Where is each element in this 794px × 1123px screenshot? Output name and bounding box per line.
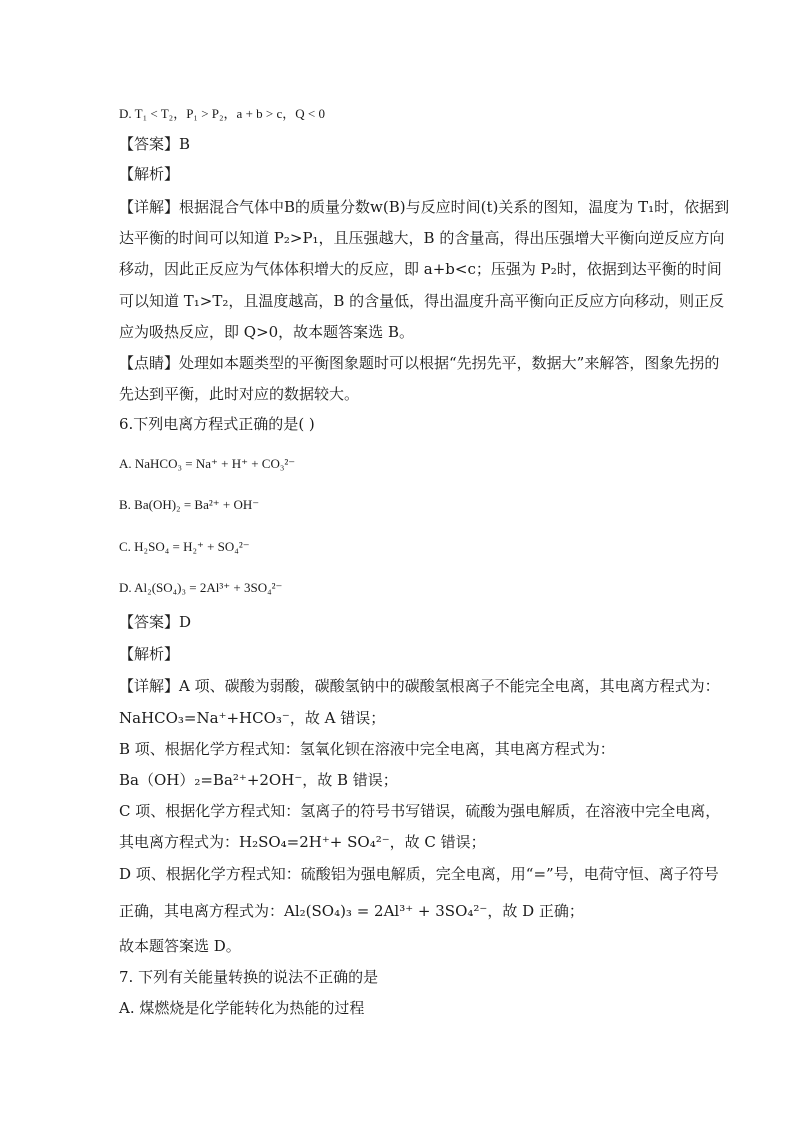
text-line: 【解析】 [119,165,180,183]
text-line: 应为吸热反应，即 Q>0，故本题答案选 B。 [119,323,414,341]
text-line: B. Ba(OH)₂ = Ba²⁺ + OH⁻ [119,497,260,512]
text-line: 【答案】D [119,613,192,631]
text-line: 【解析】 [119,645,180,663]
text-line: 【答案】B [119,135,191,153]
text-line: D. T₁ < T₂，P₁ > P₂，a + b > c，Q < 0 [119,106,325,121]
text-line: 【点睛】处理如本题类型的平衡图象题时可以根据“先拐先平，数据大”来解答，图象先拐的 [119,354,720,372]
text-line: NaHCO₃=Na⁺+HCO₃⁻，故 A 错误； [119,709,386,727]
text-line: 正确，其电离方程式为：Al₂(SO₄)₃ = 2Al³⁺ + 3SO₄²⁻，故 D 正确； [119,902,584,920]
text-line: 可以知道 T₁>T₂，且温度越高，B 的含量低，得出温度升高平衡向正反应方向移动，则正反 [119,292,725,310]
text-line: 达平衡的时间可以知道 P₂>P₁，且压强越大，B 的含量高，得出压强增大平衡向逆反应方向 [119,229,725,247]
text-line: 移动，因此正反应为气体体积增大的反应，即 a+b<c；压强为 P₂时，依据到达平衡的时间 [119,260,722,278]
text-line: D 项、根据化学方程式知：硫酸铝为强电解质，完全电离，用“=”号，电荷守恒、离子符号 [119,865,719,883]
text-line: 【详解】A 项、碳酸为弱酸，碳酸氢钠中的碳酸氢根离子不能完全电离，其电离方程式为： [119,677,720,695]
text-line: 其电离方程式为：H₂SO₄=2H⁺+ SO₄²⁻，故 C 错误； [119,833,486,851]
text-line: B 项、根据化学方程式知：氢氧化钡在溶液中完全电离，其电离方程式为： [119,740,615,758]
text-line: 7. 下列有关能量转换的说法不正确的是 [119,968,379,986]
text-line: C. H₂SO₄ = H₂⁺ + SO₄²⁻ [119,539,250,554]
text-line: 故本题答案选 D。 [119,937,241,955]
text-line: 6.下列电离方程式正确的是( ) [119,415,315,433]
text-line: D. Al₂(SO₄)₃ = 2Al³⁺ + 3SO₄²⁻ [119,580,283,595]
text-line: C 项、根据化学方程式知：氢离子的符号书写错误，硫酸为强电解质，在溶液中完全电离， [119,802,721,820]
text-line: 先达到平衡，此时对应的数据较大。 [119,385,360,403]
text-line: Ba（OH）₂=Ba²⁺+2OH⁻，故 B 错误； [119,771,398,789]
text-line: 【详解】根据混合气体中B的质量分数w(B)与反应时间(t)关系的图知，温度为 T₁时，依据到 [119,198,730,216]
text-line: A. NaHCO₃ = Na⁺ + H⁺ + CO₃²⁻ [119,456,296,471]
text-line: A. 煤燃烧是化学能转化为热能的过程 [119,999,365,1017]
